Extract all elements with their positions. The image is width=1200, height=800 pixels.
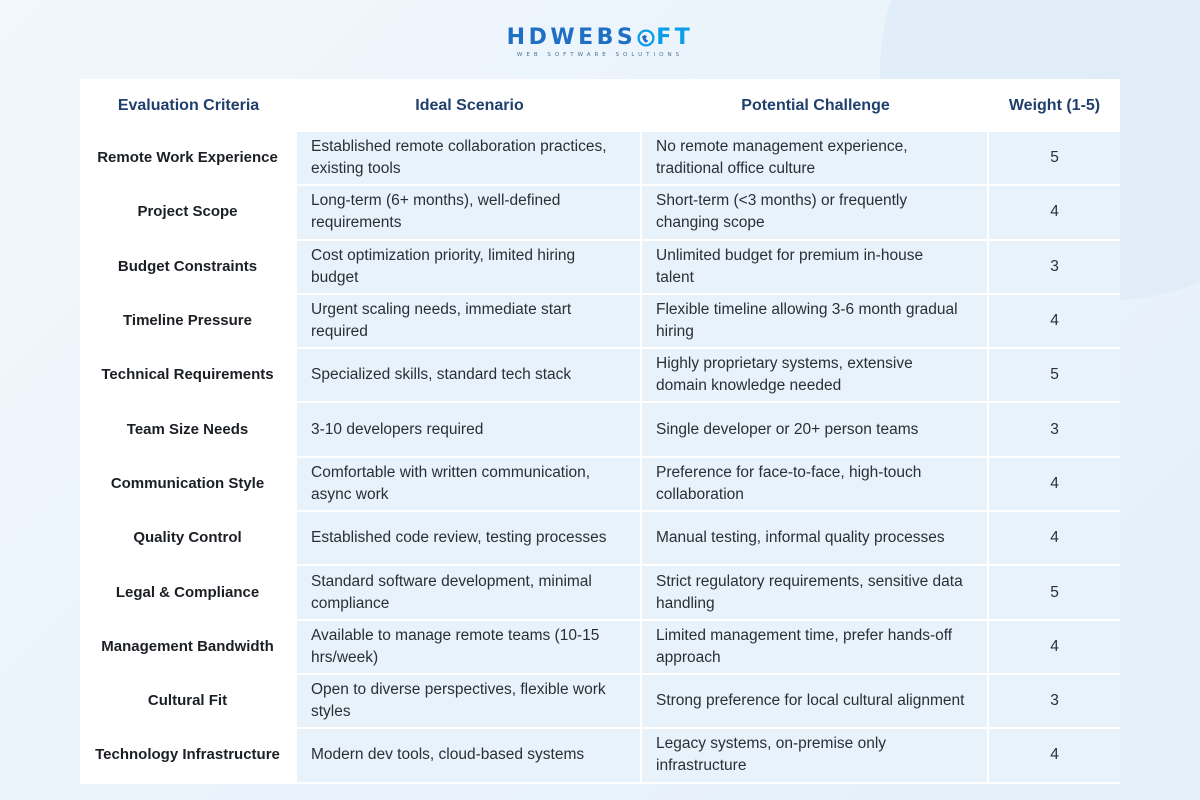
weight-cell-text: 4 [1050, 746, 1059, 764]
potential-challenge-cell-text: Highly proprietary systems, extensive domain knowledge needed [656, 355, 913, 395]
potential-challenge-cell [642, 566, 989, 620]
ideal-scenario-cell-text: Available to manage remote teams (10-15 hrs/week) [311, 626, 600, 666]
header-criteria: Evaluation Criteria [80, 79, 297, 132]
criteria-cell [80, 241, 297, 295]
criteria-cell-text: Cultural Fit [147, 692, 228, 710]
criteria-cell-text: Quality Control [133, 529, 242, 547]
ideal-scenario-cell [297, 729, 642, 783]
criteria-cell-text: Budget Constraints [117, 257, 258, 275]
ideal-scenario-cell-text: Standard software development, minimal compliance [311, 572, 592, 612]
criteria-cell [80, 729, 297, 783]
ideal-scenario-cell [297, 675, 642, 729]
potential-challenge-cell [642, 512, 989, 566]
criteria-cell [80, 186, 297, 240]
ideal-scenario-cell [297, 403, 642, 457]
criteria-cell [80, 512, 297, 566]
weight-cell-text: 5 [1050, 366, 1059, 384]
potential-challenge-cell [642, 186, 989, 240]
criteria-cell [80, 458, 297, 512]
weight-cell [989, 675, 1120, 729]
ideal-scenario-cell [297, 566, 642, 620]
criteria-cell-text: Remote Work Experience [97, 149, 278, 167]
criteria-cell-text: Management Bandwidth [101, 637, 274, 655]
criteria-cell-text: Timeline Pressure [123, 312, 252, 330]
weight-cell-text: 5 [1050, 583, 1059, 601]
weight-cell [989, 295, 1120, 349]
potential-challenge-cell [642, 729, 989, 783]
weight-cell-text: 3 [1050, 257, 1059, 275]
weight-cell [989, 512, 1120, 566]
potential-challenge-cell-text: Strong preference for local cultural alignment [656, 692, 965, 710]
brand-logo [0, 26, 1200, 58]
criteria-cell [80, 132, 297, 186]
ideal-scenario-cell-text: Urgent scaling needs, immediate start required [311, 301, 572, 341]
criteria-cell [80, 295, 297, 349]
ideal-scenario-cell [297, 349, 642, 403]
ideal-scenario-cell-text: 3-10 developers required [311, 420, 484, 438]
potential-challenge-cell-text: Single developer or 20+ person teams [656, 420, 919, 438]
weight-cell [989, 349, 1120, 403]
logo-word-right: FT [656, 25, 694, 50]
potential-challenge-cell [642, 675, 989, 729]
potential-challenge-cell [642, 403, 989, 457]
weight-cell [989, 186, 1120, 240]
weight-cell-text: 3 [1050, 420, 1059, 438]
ideal-scenario-cell-text: Comfortable with written communication, async work [311, 463, 591, 503]
potential-challenge-cell-text: Manual testing, informal quality processes [656, 529, 945, 547]
criteria-cell-text: Project Scope [137, 203, 238, 221]
criteria-cell [80, 675, 297, 729]
logo-wordmark [507, 26, 694, 50]
criteria-cell-text: Technical Requirements [101, 366, 274, 384]
ideal-scenario-cell-text: Open to diverse perspectives, flexible work styles [311, 681, 606, 721]
criteria-cell-text: Legal & Compliance [115, 583, 260, 601]
ideal-scenario-cell-text: Modern dev tools, cloud-based systems [311, 746, 585, 764]
criteria-cell [80, 621, 297, 675]
potential-challenge-cell-text: Unlimited budget for premium in-house talent [656, 246, 924, 286]
criteria-cell-text: Communication Style [110, 474, 265, 492]
weight-cell [989, 458, 1120, 512]
ideal-scenario-cell-text: Specialized skills, standard tech stack [311, 366, 572, 384]
weight-cell [989, 403, 1120, 457]
potential-challenge-cell-text: Preference for face-to-face, high-touch collaboration [656, 463, 922, 503]
weight-cell [989, 729, 1120, 783]
potential-challenge-cell-text: Strict regulatory requirements, sensitive data handling [656, 572, 963, 612]
potential-challenge-cell [642, 295, 989, 349]
header-potential-challenge: Potential Challenge [642, 79, 989, 132]
logo-word-left: HDWEBS [506, 25, 637, 50]
weight-cell-text: 4 [1050, 203, 1059, 221]
weight-cell-text: 4 [1050, 529, 1059, 547]
ideal-scenario-cell [297, 621, 642, 675]
weight-cell-text: 4 [1050, 474, 1059, 492]
ideal-scenario-cell [297, 458, 642, 512]
criteria-cell-text: Technology Infrastructure [95, 746, 280, 764]
potential-challenge-cell [642, 241, 989, 295]
globe-icon [637, 29, 655, 47]
weight-cell [989, 132, 1120, 186]
weight-cell-text: 3 [1050, 692, 1059, 710]
weight-cell [989, 566, 1120, 620]
ideal-scenario-cell-text: Established remote collaboration practices, existing tools [311, 138, 607, 178]
potential-challenge-cell-text: Legacy systems, on-premise only infrastructure [656, 735, 887, 775]
ideal-scenario-cell-text: Long-term (6+ months), well-defined requirements [311, 192, 561, 232]
ideal-scenario-cell-text: Cost optimization priority, limited hiring budget [311, 246, 576, 286]
ideal-scenario-cell [297, 295, 642, 349]
header-ideal-scenario: Ideal Scenario [297, 79, 642, 132]
weight-cell-text: 4 [1050, 312, 1059, 330]
potential-challenge-cell-text: No remote management experience, traditional office culture [656, 138, 908, 178]
ideal-scenario-cell [297, 186, 642, 240]
potential-challenge-cell-text: Flexible timeline allowing 3-6 month gradual hiring [656, 301, 958, 341]
criteria-cell-text: Team Size Needs [126, 420, 249, 438]
criteria-cell [80, 349, 297, 403]
ideal-scenario-cell [297, 241, 642, 295]
weight-cell-text: 4 [1050, 637, 1059, 655]
potential-challenge-cell-text: Short-term (<3 months) or frequently changing scope [656, 192, 908, 232]
ideal-scenario-cell [297, 512, 642, 566]
header-weight: Weight (1-5) [989, 79, 1120, 132]
potential-challenge-cell [642, 349, 989, 403]
potential-challenge-cell-text: Limited management time, prefer hands-off approach [656, 626, 953, 666]
weight-cell-text: 5 [1050, 149, 1059, 167]
potential-challenge-cell [642, 621, 989, 675]
weight-cell [989, 241, 1120, 295]
logo-tagline: WEB SOFTWARE SOLUTIONS [516, 52, 684, 58]
weight-cell [989, 621, 1120, 675]
potential-challenge-cell [642, 458, 989, 512]
evaluation-table [80, 79, 1120, 784]
criteria-cell [80, 403, 297, 457]
potential-challenge-cell [642, 132, 989, 186]
criteria-cell [80, 566, 297, 620]
ideal-scenario-cell-text: Established code review, testing processes [311, 529, 607, 547]
ideal-scenario-cell [297, 132, 642, 186]
